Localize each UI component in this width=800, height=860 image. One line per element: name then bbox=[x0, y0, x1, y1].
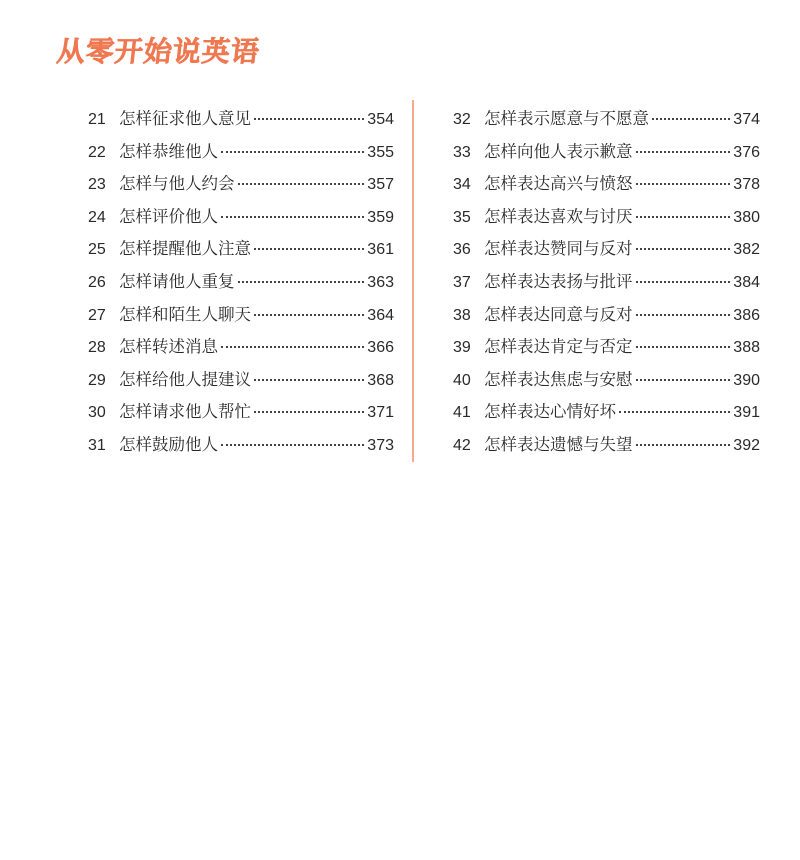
toc-entry-page: 376 bbox=[733, 143, 760, 161]
toc-entry-page: 368 bbox=[367, 371, 394, 389]
toc-dot-leader bbox=[238, 183, 365, 185]
toc-entry[interactable] bbox=[88, 366, 394, 399]
toc-entry-number: 34 bbox=[453, 176, 471, 194]
toc-dot-leader bbox=[238, 281, 365, 283]
toc-entry[interactable] bbox=[88, 105, 394, 138]
toc-entry-title: 怎样表达表扬与批评 bbox=[484, 271, 633, 291]
toc-entry-title: 怎样评价他人 bbox=[119, 206, 218, 226]
toc-entry-number: 32 bbox=[453, 111, 471, 128]
toc-dot-leader bbox=[221, 216, 364, 218]
toc-entry-title: 怎样和陌生人聊天 bbox=[119, 304, 251, 324]
toc-entry-title: 怎样恭维他人 bbox=[119, 141, 218, 161]
toc-entry-page: 390 bbox=[733, 371, 760, 389]
toc-dot-leader bbox=[636, 216, 731, 218]
toc-entry[interactable] bbox=[88, 170, 394, 203]
toc-entry-title: 怎样表达高兴与愤怒 bbox=[484, 174, 633, 194]
toc-entry-title: 怎样表达赞同与反对 bbox=[484, 239, 633, 259]
toc-entry-page: 388 bbox=[733, 339, 760, 357]
toc-entry-page: 382 bbox=[733, 241, 760, 259]
toc-dot-leader bbox=[636, 248, 731, 250]
toc-column-right bbox=[453, 105, 760, 464]
toc-dot-leader bbox=[636, 183, 731, 185]
toc-entry-page: 364 bbox=[367, 306, 394, 324]
toc-entry-number: 31 bbox=[88, 436, 106, 454]
toc-dot-leader bbox=[636, 281, 731, 283]
toc-dot-leader bbox=[254, 118, 364, 120]
toc-entry-title: 怎样鼓励他人 bbox=[119, 434, 218, 454]
toc-entry[interactable] bbox=[88, 203, 394, 236]
toc-entry-title: 怎样提醒他人注意 bbox=[119, 239, 251, 259]
toc-entry-number: 21 bbox=[88, 111, 106, 128]
toc-entry-title: 怎样征求他人意见 bbox=[119, 109, 251, 128]
toc-entry-number: 35 bbox=[453, 208, 471, 226]
toc-entry-number: 23 bbox=[88, 176, 106, 194]
toc-entry-number: 30 bbox=[88, 404, 106, 422]
toc-dot-leader bbox=[254, 248, 364, 250]
toc-entry-number: 41 bbox=[453, 404, 471, 422]
toc-entry-number: 40 bbox=[453, 371, 471, 389]
toc-dot-leader bbox=[254, 314, 364, 316]
toc-entry[interactable] bbox=[453, 235, 760, 268]
toc-entry-number: 28 bbox=[88, 339, 106, 357]
toc-entry-page: 391 bbox=[733, 404, 760, 422]
toc-entry[interactable] bbox=[453, 398, 760, 431]
toc-entry[interactable] bbox=[453, 366, 760, 399]
toc-entry-title: 怎样转述消息 bbox=[119, 337, 218, 357]
toc-entry-page: 355 bbox=[367, 143, 394, 161]
toc-entry-page: 354 bbox=[367, 111, 394, 128]
toc-entry-title: 怎样与他人约会 bbox=[119, 174, 235, 194]
toc-entry[interactable] bbox=[453, 301, 760, 334]
toc-dot-leader bbox=[254, 411, 364, 413]
toc-dot-leader bbox=[221, 346, 364, 348]
toc-entry-page: 363 bbox=[367, 273, 394, 291]
toc-entry-title: 怎样表达焦虑与安慰 bbox=[484, 369, 633, 389]
column-divider bbox=[412, 100, 414, 462]
toc-dot-leader bbox=[221, 151, 364, 153]
toc-dot-leader bbox=[636, 379, 731, 381]
toc-entry-page: 378 bbox=[733, 176, 760, 194]
toc-entry-title: 怎样请他人重复 bbox=[119, 271, 235, 291]
toc-column-left bbox=[88, 105, 394, 464]
toc-entry[interactable] bbox=[453, 333, 760, 366]
toc-entry-title: 怎样请求他人帮忙 bbox=[119, 402, 251, 422]
toc-entry[interactable] bbox=[88, 333, 394, 366]
toc-entry[interactable] bbox=[88, 268, 394, 301]
toc-entry[interactable] bbox=[88, 235, 394, 268]
toc-entry[interactable] bbox=[453, 431, 760, 464]
toc-entry-number: 33 bbox=[453, 143, 471, 161]
toc-entry[interactable] bbox=[88, 301, 394, 334]
toc-entry[interactable] bbox=[88, 138, 394, 171]
toc-entry-number: 42 bbox=[453, 436, 471, 454]
toc-entry-page: 374 bbox=[733, 111, 760, 128]
toc-entry-page: 384 bbox=[733, 273, 760, 291]
toc-entry-number: 38 bbox=[453, 306, 471, 324]
toc-entry[interactable] bbox=[453, 105, 760, 138]
toc-entry-title: 怎样表示愿意与不愿意 bbox=[484, 109, 649, 128]
toc-entry-number: 39 bbox=[453, 339, 471, 357]
toc-dot-leader bbox=[221, 444, 364, 446]
toc-entry-title: 怎样表达心情好坏 bbox=[484, 402, 616, 422]
toc-entry[interactable] bbox=[88, 398, 394, 431]
toc-entry-number: 36 bbox=[453, 241, 471, 259]
toc-entry-title: 怎样表达肯定与否定 bbox=[484, 337, 633, 357]
toc-entry-title: 怎样表达遗憾与失望 bbox=[484, 434, 633, 454]
toc-dot-leader bbox=[636, 314, 731, 316]
book-title: 从零开始说英语 bbox=[55, 35, 262, 68]
toc-dot-leader bbox=[636, 151, 731, 153]
toc-entry-page: 359 bbox=[367, 208, 394, 226]
toc-entry[interactable] bbox=[453, 268, 760, 301]
toc-dot-leader bbox=[636, 444, 731, 446]
toc-entry-title: 怎样给他人提建议 bbox=[119, 369, 251, 389]
toc-entry-page: 361 bbox=[367, 241, 394, 259]
toc-entry[interactable] bbox=[453, 170, 760, 203]
toc-entry-page: 386 bbox=[733, 306, 760, 324]
toc-entry[interactable] bbox=[453, 203, 760, 236]
toc-dot-leader bbox=[636, 346, 731, 348]
toc-dot-leader bbox=[652, 118, 730, 120]
toc-entry-page: 357 bbox=[367, 176, 394, 194]
toc-entry-number: 27 bbox=[88, 306, 106, 324]
toc-dot-leader bbox=[619, 411, 730, 413]
toc-entry-number: 29 bbox=[88, 371, 106, 389]
toc-entry-page: 392 bbox=[733, 436, 760, 454]
toc-entry-number: 37 bbox=[453, 273, 471, 291]
toc-entry[interactable] bbox=[88, 431, 394, 464]
toc-entry-number: 22 bbox=[88, 143, 106, 161]
toc-dot-leader bbox=[254, 379, 364, 381]
toc-entry-title: 怎样向他人表示歉意 bbox=[484, 141, 633, 161]
toc-entry-page: 366 bbox=[367, 339, 394, 357]
toc-entry-number: 24 bbox=[88, 208, 106, 226]
toc-entry-page: 371 bbox=[367, 404, 394, 422]
toc-entry-page: 380 bbox=[733, 208, 760, 226]
toc-entry-title: 怎样表达喜欢与讨厌 bbox=[484, 206, 633, 226]
toc-entry-number: 25 bbox=[88, 241, 106, 259]
toc-entry-title: 怎样表达同意与反对 bbox=[484, 304, 633, 324]
toc-entry-page: 373 bbox=[367, 436, 394, 454]
toc-entry-number: 26 bbox=[88, 273, 106, 291]
toc-entry[interactable] bbox=[453, 138, 760, 171]
